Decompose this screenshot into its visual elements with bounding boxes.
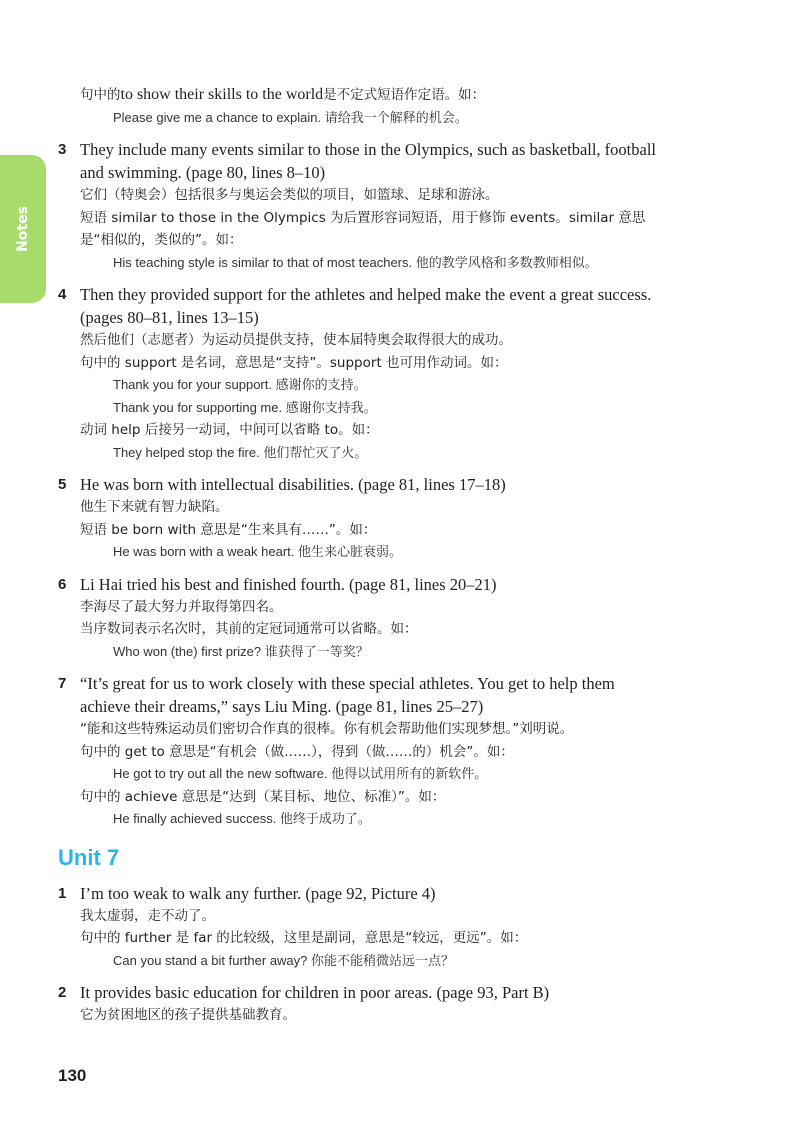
- note-sentence-text: It provides basic education for children in poor areas. (page 93, Part B): [80, 983, 550, 1002]
- note-number: 6: [58, 575, 67, 593]
- note-sentence: [58, 306, 758, 329]
- example-sentence: Can you stand a bit further away? 你能不能稍微站远一点？: [113, 952, 455, 968]
- note-item: [58, 473, 758, 564]
- note-sentence: [58, 672, 758, 695]
- note-item: [58, 573, 758, 664]
- chinese-explanation: 短语 similar to those in the Olympics 为后置形容词短语，用于修饰 events。similar 意思: [80, 209, 646, 226]
- intro-text-pre: 句中的: [80, 87, 121, 103]
- example-sentence: They helped stop the fire. 他们帮忙灭了火。: [113, 444, 368, 460]
- page-number: 130: [58, 1066, 87, 1085]
- intro-explanation: [58, 84, 758, 107]
- example-sentence: His teaching style is similar to that of most teachers. 他的教学风格和多数教师相似。: [113, 254, 598, 270]
- note-sentence: [58, 695, 758, 718]
- note-number: 2: [58, 984, 67, 1001]
- chinese-explanation: 句中的 achieve 意思是“达到（某目标、地位、标准）”。如：: [80, 788, 446, 805]
- note-sentence-text: They include many events similar to those in the Olympics, such as basketball, football: [80, 140, 657, 159]
- notes-tab-label: Notes: [15, 206, 31, 252]
- page-content: [58, 84, 758, 1027]
- note-sentence: [58, 981, 758, 1004]
- chinese-explanation: 他生下来就有智力缺陷。: [80, 499, 229, 515]
- chinese-explanation: 短语 be born with 意思是“生来具有……”。如：: [80, 521, 377, 538]
- unit-title: Unit 7: [58, 844, 120, 870]
- note-items: [58, 138, 758, 831]
- note-sentence: [58, 882, 758, 905]
- intro-text-post: 是不定式短语作定语。如：: [323, 87, 486, 103]
- note-item: [58, 672, 758, 831]
- note-sentence: [58, 473, 758, 496]
- note-number: 3: [58, 141, 67, 158]
- chinese-explanation: 句中的 get to 意思是“有机会（做……），得到（做……的）机会”。如：: [80, 743, 514, 760]
- note-item: [58, 981, 758, 1027]
- example-sentence: Thank you for supporting me. 感谢你支持我。: [113, 399, 377, 415]
- chinese-explanation: 李海尽了最大努力并取得第四名。: [80, 598, 283, 615]
- note-item: [58, 882, 758, 973]
- note-sentence-text: I’m too weak to walk any further. (page 92, Picture 4): [80, 883, 436, 903]
- chinese-explanation: 句中的 further 是 far 的比较级，这里是副词，意思是“较远，更远”。如：: [80, 930, 528, 946]
- note-sentence-text: achieve their dreams,” says Liu Ming. (page 81, lines 25–27): [80, 697, 484, 716]
- chinese-explanation: 它为贫困地区的孩子提供基础教育。: [80, 1007, 296, 1023]
- chinese-explanation: 当序数词表示名次时，其前的定冠词通常可以省略。如：: [80, 621, 418, 637]
- chinese-explanation: 动词 help 后接另一动词，中间可以省略 to。如：: [80, 422, 379, 438]
- note-sentence-text: “It’s great for us to work closely with these special athletes. You get to help them: [80, 674, 615, 693]
- note-number: 7: [58, 675, 67, 692]
- note-number: 1: [58, 884, 67, 902]
- chinese-explanation: 我太虚弱，走不动了。: [80, 907, 215, 924]
- note-sentence-text: and swimming. (page 80, lines 8–10): [80, 163, 326, 182]
- intro-example: Please give me a chance to explain. 请给我一个解释的机会。: [113, 109, 468, 125]
- note-sentence-text: Then they provided support for the athletes and helped make the event a great success.: [80, 285, 652, 304]
- note-sentence: [58, 138, 758, 161]
- note-number: 5: [58, 476, 67, 493]
- note-sentence-text: He was born with intellectual disabilities. (page 81, lines 17–18): [80, 475, 506, 494]
- note-sentence: [58, 573, 758, 596]
- note-item: [58, 283, 758, 464]
- note-sentence-text: (pages 80–81, lines 13–15): [80, 308, 259, 327]
- note-sentence-text: Li Hai tried his best and finished fourth. (page 81, lines 20–21): [80, 574, 497, 594]
- unit-note-items: [58, 882, 758, 1027]
- note-sentence: [58, 283, 758, 306]
- note-sentence: [58, 161, 758, 184]
- example-sentence: He got to try out all the new software. 他得以试用所有的新软件。: [113, 766, 488, 781]
- chinese-explanation: 是“相似的，类似的”。如：: [80, 232, 243, 248]
- chinese-explanation: 然后他们（志愿者）为运动员提供支持，使本届特奥会取得很大的成功。: [80, 332, 512, 348]
- example-sentence: Who won (the) first prize? 谁获得了一等奖？: [113, 643, 369, 659]
- chinese-explanation: 句中的 support 是名词，意思是“支持”。support 也可用作动词。如：: [80, 354, 508, 371]
- example-sentence: Thank you for your support. 感谢你的支持。: [113, 377, 367, 392]
- intro-phrase: to show their skills to the world: [120, 86, 324, 103]
- note-item: [58, 138, 758, 274]
- example-sentence: He was born with a weak heart. 他生来心脏衰弱。: [113, 544, 402, 559]
- notes-side-tab: [0, 155, 46, 303]
- chinese-explanation: 它们（特奥会）包括很多与奥运会类似的项目，如篮球、足球和游泳。: [80, 187, 499, 203]
- intro-block: [58, 84, 758, 129]
- chinese-explanation: “能和这些特殊运动员们密切合作真的很棒。你有机会帮助他们实现梦想。”刘明说。: [80, 721, 574, 737]
- example-sentence: He finally achieved success. 他终于成功了。: [113, 811, 371, 826]
- note-number: 4: [58, 286, 67, 303]
